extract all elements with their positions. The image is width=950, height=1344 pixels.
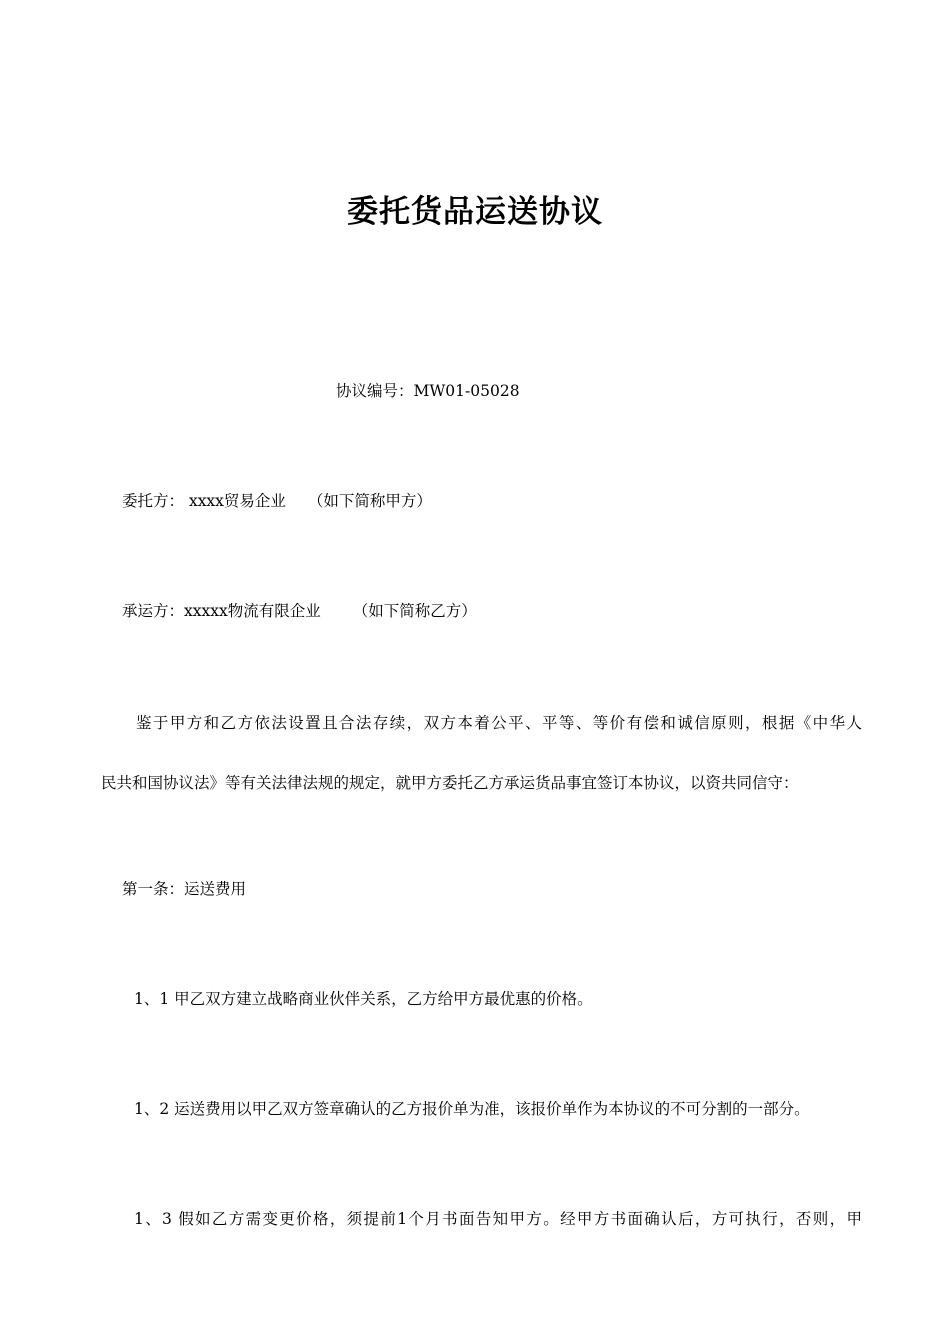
preamble-line-1: 鉴于甲方和乙方依法设置且合法存续，双方本着公平、平等、等价有偿和诚信原则，根据《中华人	[136, 714, 862, 732]
party-a-note: （如下简称甲方）	[307, 492, 432, 510]
party-b-note: （如下简称乙方）	[352, 602, 477, 620]
clause-number: 1、3	[134, 1210, 172, 1228]
party-b-line	[122, 601, 477, 621]
clause-text: 运送费用以甲乙双方签章确认的乙方报价单为准，该报价单作为本协议的不可分割的一部分。	[174, 1100, 810, 1118]
party-a-name: xxxx贸易企业	[188, 492, 286, 510]
article-1-heading: 第一条：运送费用	[122, 880, 247, 898]
document-title: 委托货品运送协议	[347, 194, 603, 230]
clause-text: 甲乙双方建立战略商业伙伴关系，乙方给甲方最优惠的价格。	[174, 990, 593, 1008]
preamble-line-2: 民共和国协议法》等有关法律法规的规定，就甲方委托乙方承运货品事宜签订本协议，以资共同信守：	[101, 774, 799, 792]
clause-text: 假如乙方需变更价格，须提前1个月书面告知甲方。经甲方书面确认后，方可执行，否则，甲	[178, 1210, 862, 1228]
party-b-label: 承运方：	[122, 602, 185, 620]
party-b-name: xxxxx物流有限企业	[184, 602, 321, 620]
agreement-number: 协议编号：MW01-05028	[336, 382, 520, 400]
clause-1-2	[134, 1099, 810, 1119]
clause-1-3	[134, 1209, 862, 1229]
clause-1-1	[134, 989, 593, 1009]
party-a-line	[122, 491, 432, 511]
party-a-label: 委托方：	[122, 492, 185, 510]
clause-number: 1、1	[134, 990, 170, 1008]
clause-number: 1、2	[134, 1100, 170, 1118]
